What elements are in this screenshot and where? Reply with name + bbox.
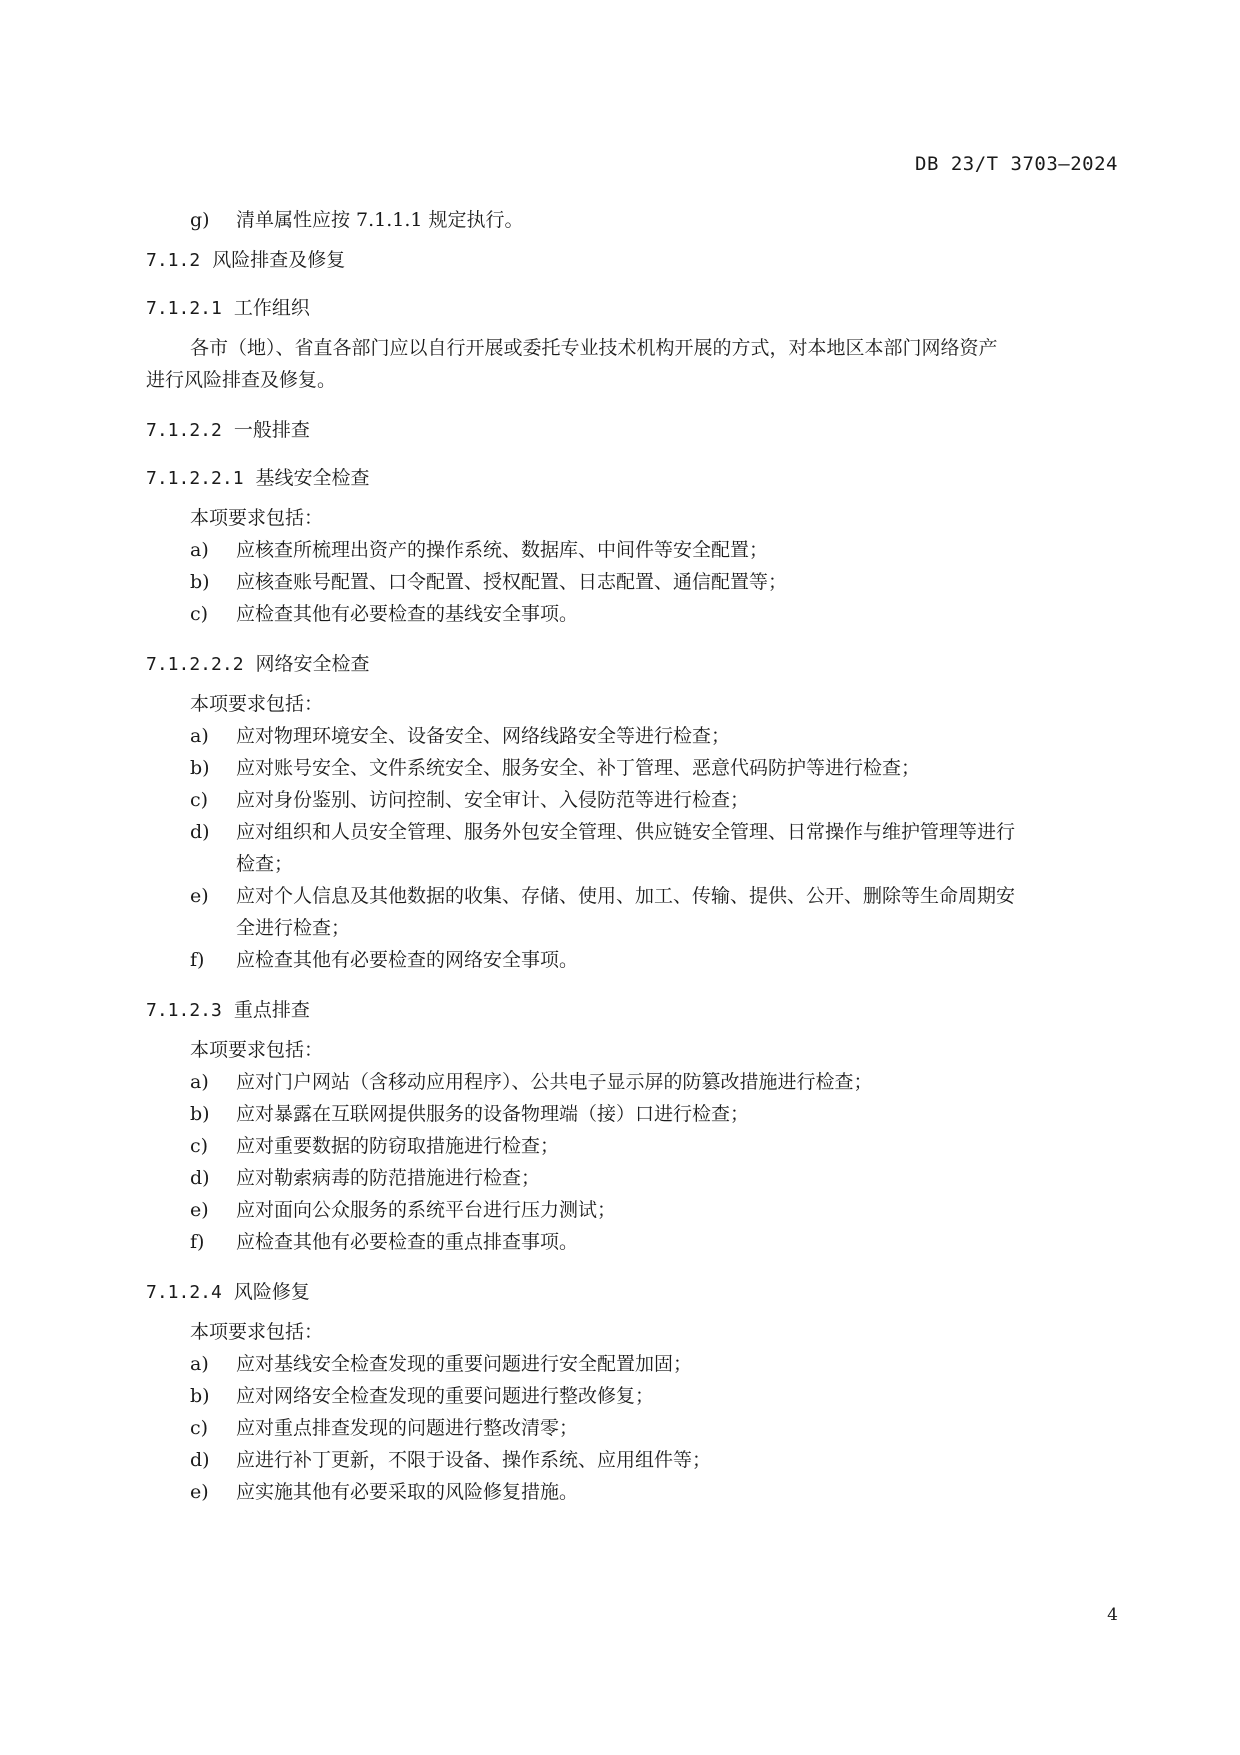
item-text: 应对基线安全检查发现的重要问题进行安全配置加固；	[236, 1353, 693, 1375]
item-marker: c)	[190, 603, 209, 625]
item-text: 应检查其他有必要检查的重点排查事项。	[236, 1231, 579, 1253]
item-marker: c)	[190, 789, 209, 811]
item-marker: f)	[190, 1231, 205, 1253]
list-item	[146, 752, 1118, 784]
item-marker: a)	[190, 725, 209, 747]
paragraph-line: 各市（地）、省直各部门应以自行开展或委托专业技术机构开展的方式，对本地区本部门网络资产	[190, 337, 998, 359]
section-title: 重点排查	[233, 999, 310, 1021]
list-item	[146, 784, 1118, 816]
list-item	[146, 1130, 1118, 1162]
list-item	[146, 1476, 1118, 1508]
item-text: 应检查其他有必要检查的网络安全事项。	[236, 949, 579, 971]
item-marker: b)	[190, 1385, 210, 1407]
item-marker: a)	[190, 1071, 209, 1093]
section-title: 网络安全检查	[255, 653, 370, 675]
item-text: 应对物理环境安全、设备安全、网络线路安全等进行检查；	[236, 725, 731, 747]
item-marker: d)	[190, 821, 210, 843]
section-title: 工作组织	[233, 297, 310, 319]
section-number: 7.1.2.2.1	[146, 468, 244, 489]
list-item	[146, 1226, 1118, 1258]
item-text: 应对重点排查发现的问题进行整改清零；	[236, 1417, 579, 1439]
section-number: 7.1.2.2	[146, 420, 222, 441]
list-item	[146, 534, 1118, 566]
item-text: 应核查账号配置、口令配置、授权配置、日志配置、通信配置等；	[236, 571, 788, 593]
item-text: 应对个人信息及其他数据的收集、存储、使用、加工、传输、提供、公开、删除等生命周期安	[236, 885, 1016, 907]
list-item	[146, 880, 1118, 912]
item-text: 应对组织和人员安全管理、服务外包安全管理、供应链安全管理、日常操作与维护管理等进行	[236, 821, 1016, 843]
item-marker: a)	[190, 1353, 209, 1375]
item-text: 应检查其他有必要检查的基线安全事项。	[236, 603, 579, 625]
section-title: 风险修复	[233, 1281, 310, 1303]
section-heading	[146, 640, 1118, 688]
list-item	[146, 1098, 1118, 1130]
item-marker: a)	[190, 539, 209, 561]
section-number: 7.1.2.1	[146, 298, 222, 319]
section-number: 7.1.2.2.2	[146, 654, 244, 675]
list-item	[146, 1412, 1118, 1444]
item-marker: b)	[190, 1103, 210, 1125]
item-text: 应对重要数据的防窃取措施进行检查；	[236, 1135, 560, 1157]
section-number: 7.1.2.3	[146, 1000, 222, 1021]
item-continuation: 检查；	[236, 853, 294, 875]
section-number: 7.1.2.4	[146, 1282, 222, 1303]
section-heading	[146, 1268, 1118, 1316]
section-title: 基线安全检查	[255, 467, 370, 489]
item-marker: f)	[190, 949, 205, 971]
intro-text: 本项要求包括：	[190, 507, 324, 529]
document-code: DB 23/T 3703—2024	[915, 153, 1118, 175]
list-item	[146, 1066, 1118, 1098]
list-item	[146, 944, 1118, 976]
section-heading	[146, 284, 1118, 332]
list-item	[146, 566, 1118, 598]
item-text: 应对勒索病毒的防范措施进行检查；	[236, 1167, 541, 1189]
item-text: 应进行补丁更新，不限于设备、操作系统、应用组件等；	[236, 1449, 712, 1471]
list-item	[146, 598, 1118, 630]
item-marker: e)	[190, 1481, 209, 1503]
paragraph-line: 进行风险排查及修复。	[146, 369, 337, 391]
section-title: 一般排查	[233, 419, 310, 441]
item-text: 应实施其他有必要采取的风险修复措施。	[236, 1481, 579, 1503]
intro-text: 本项要求包括：	[190, 1039, 324, 1061]
section-heading	[146, 406, 1118, 454]
item-marker: d)	[190, 1167, 210, 1189]
item-text: 应核查所梳理出资产的操作系统、数据库、中间件等安全配置；	[236, 539, 769, 561]
section-heading	[146, 986, 1118, 1034]
list-item	[146, 816, 1118, 848]
item-marker: g)	[190, 209, 210, 231]
page-content	[146, 204, 1118, 1508]
page-number: 4	[1107, 1605, 1118, 1625]
intro-text: 本项要求包括：	[190, 693, 324, 715]
item-marker: c)	[190, 1135, 209, 1157]
item-text: 应对门户网站（含移动应用程序）、公共电子显示屏的防篡改措施进行检查；	[236, 1071, 873, 1093]
list-item	[146, 1348, 1118, 1380]
item-text: 应对身份鉴别、访问控制、安全审计、入侵防范等进行检查；	[236, 789, 750, 811]
list-item	[146, 1162, 1118, 1194]
list-item	[146, 1444, 1118, 1476]
item-marker: e)	[190, 885, 209, 907]
section-title: 风险排查及修复	[212, 249, 346, 271]
section-number: 7.1.2	[146, 250, 201, 271]
item-text: 应对暴露在互联网提供服务的设备物理端（接）口进行检查；	[236, 1103, 750, 1125]
item-marker: b)	[190, 757, 210, 779]
item-text: 清单属性应按 7.1.1.1 规定执行。	[236, 209, 524, 231]
item-marker: d)	[190, 1449, 210, 1471]
item-marker: c)	[190, 1417, 209, 1439]
item-marker: b)	[190, 571, 210, 593]
section-heading	[146, 236, 1118, 284]
item-marker: e)	[190, 1199, 209, 1221]
intro-text: 本项要求包括：	[190, 1321, 324, 1343]
item-text: 应对面向公众服务的系统平台进行压力测试；	[236, 1199, 617, 1221]
list-item	[146, 1194, 1118, 1226]
item-text: 应对账号安全、文件系统安全、服务安全、补丁管理、恶意代码防护等进行检查；	[236, 757, 921, 779]
list-item	[146, 720, 1118, 752]
section-heading	[146, 454, 1118, 502]
list-item	[146, 1380, 1118, 1412]
item-continuation: 全进行检查；	[236, 917, 351, 939]
item-text: 应对网络安全检查发现的重要问题进行整改修复；	[236, 1385, 655, 1407]
list-item	[146, 204, 1118, 236]
